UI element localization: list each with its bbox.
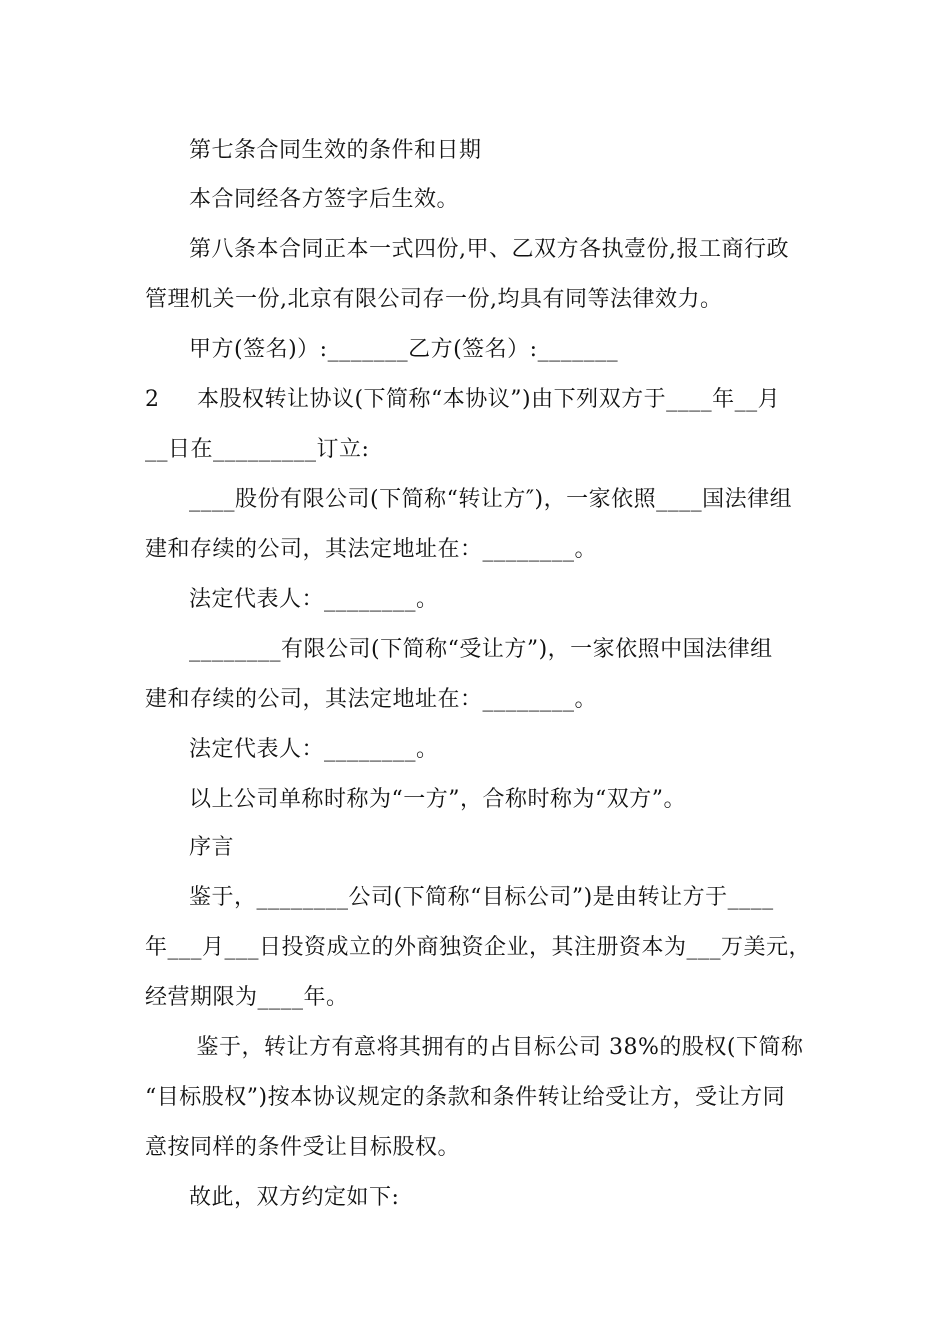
recital-1-line-1: 鉴于，________公司(下简称“目标公司”)是由转让方于____ <box>189 885 774 910</box>
recital-2-line-3: 意按同样的条件受让目标股权。 <box>145 1135 461 1160</box>
recital-1-line-3: 经营期限为____年。 <box>145 985 349 1010</box>
recital-2-line-1: 鉴于，转让方有意将其拥有的占目标公司 38%的股权(下简称 <box>189 1035 804 1060</box>
preamble-heading: 序言 <box>189 835 235 860</box>
article-7-text: 本合同经各方签字后生效。 <box>189 187 460 212</box>
transferee-representative: 法定代表人：________。 <box>189 737 439 762</box>
article-7-heading: 第七条合同生效的条件和日期 <box>189 138 482 163</box>
party-definition: 以上公司单称时称为“一方”，合称时称为“双方”。 <box>189 787 686 812</box>
transferor-line-2: 建和存续的公司，其法定地址在：________。 <box>145 537 598 562</box>
transferee-line-2: 建和存续的公司，其法定地址在：________。 <box>145 687 598 712</box>
recital-2-line-2: “目标股权”)按本协议规定的条款和条件转让给受让方，受让方同 <box>145 1085 786 1110</box>
transferor-line-1: ____股份有限公司(下简称“转让方″)，一家依照____国法律组 <box>189 487 793 512</box>
transferor-representative: 法定代表人：________。 <box>189 587 439 612</box>
transferee-line-1: ________有限公司(下简称“受让方”)，一家依照中国法律组 <box>189 637 773 662</box>
agreement-intro-line-2: __日在_________订立: <box>145 437 370 462</box>
agreement-intro-line-1: 2 本股权转让协议(下简称“本协议”)由下列双方于____年__月 <box>145 387 781 412</box>
agreement-clause-intro: 故此，双方约定如下: <box>189 1185 400 1210</box>
recital-1-line-2: 年___月___日投资成立的外商独资企业，其注册资本为___万美元， <box>145 935 812 960</box>
article-8-text-line-2: 管理机关一份,北京有限公司存一份,均具有同等法律效力。 <box>145 287 723 312</box>
article-8-text-line-1: 第八条本合同正本一式四份,甲、乙双方各执壹份,报工商行政 <box>189 237 789 262</box>
signature-line: 甲方(签名)）:_______乙方(签名）:_______ <box>189 337 619 362</box>
